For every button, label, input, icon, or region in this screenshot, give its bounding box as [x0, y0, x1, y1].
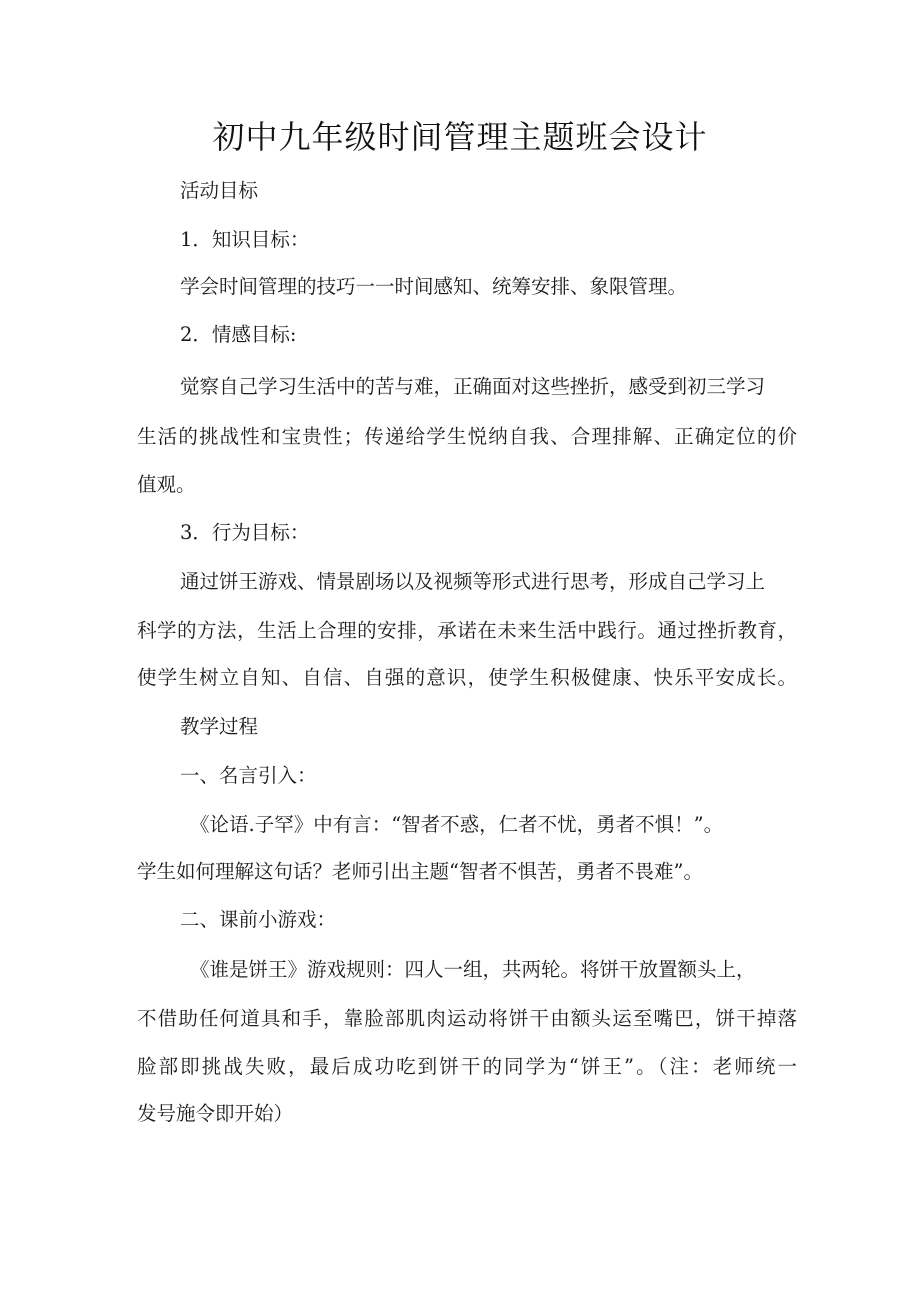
paragraph-line: 值观。 — [137, 473, 196, 496]
heading-behavior-goal: 3．行为目标： — [180, 521, 310, 544]
paragraph-line: 觉察自己学习生活中的苦与难，正确面对这些挫折，感受到初三学习 — [180, 375, 766, 398]
paragraph-line: 科学的方法，生活上合理的安排，承诺在未来生活中践行。通过挫折教育， — [137, 619, 797, 642]
document-title: 初中九年级时间管理主题班会设计 — [212, 118, 708, 156]
paragraph-line: 《谁是饼王》游戏规则：四人一组，共两轮。将饼干放置额头上， — [190, 958, 756, 981]
paragraph-line: 生活的挑战性和宝贵性；传递给学生悦纳自我、合理排解、正确定位的价 — [137, 425, 797, 448]
heading-activity-goals: 活动目标 — [180, 179, 259, 202]
paragraph-line: 脸部即挑战失败，最后成功吃到饼干的同学为“饼王”。（注：老师统一 — [137, 1055, 797, 1078]
heading-emotion-goal: 2．情感目标: — [180, 323, 297, 346]
paragraph-line: 使学生树立自知、自信、自强的意识，使学生积极健康、快乐平安成长。 — [137, 666, 797, 689]
heading-teaching-process: 教学过程 — [180, 715, 259, 738]
paragraph-line: 不借助任何道具和手，靠脸部肌肉运动将饼干由额头运至嘴巴，饼干掉落 — [137, 1007, 797, 1030]
heading-knowledge-goal: 1．知识目标： — [180, 228, 310, 251]
heading-warmup-game: 二、课前小游戏： — [180, 908, 337, 931]
paragraph-line: 学生如何理解这句话？老师引出主题“智者不惧苦，勇者不畏难”。 — [137, 860, 703, 883]
paragraph-line: 《论语.子罕》中有言：“智者不惑，仁者不忧，勇者不惧！”。 — [190, 813, 724, 836]
paragraph-line: 通过饼王游戏、情景剧场以及视频等形式进行思考，形成自己学习上 — [180, 570, 766, 593]
paragraph-line: 发号施令即开始） — [137, 1102, 294, 1125]
paragraph-line: 学会时间管理的技巧一一时间感知、统筹安排、象限管理。 — [180, 275, 688, 298]
heading-quote-intro: 一、名言引入： — [180, 764, 317, 787]
